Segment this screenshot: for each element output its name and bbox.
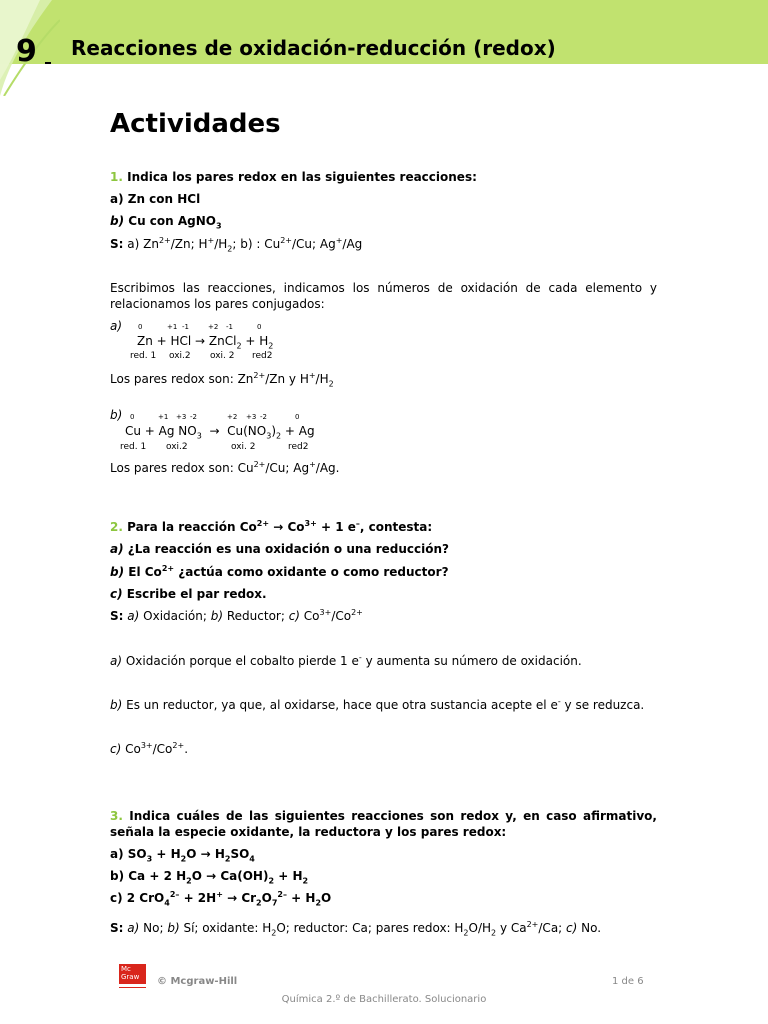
q1-reaction-b-pairs: Los pares redox son: $Cu^{2+}/Cu$; Ag+/Ag. bbox=[110, 460, 340, 475]
ox-number: 0 bbox=[130, 413, 135, 421]
q2-item-b: b) El $Co^{2+}$ ¿actúa como oxidante o como reductor? bbox=[110, 564, 449, 579]
pair-label: red. 1 bbox=[130, 351, 157, 361]
ox-number: 0 bbox=[138, 323, 143, 331]
q1-solution-label: S: bbox=[110, 237, 124, 251]
q1-prompt: Indica los pares redox en las siguientes reacciones: bbox=[127, 170, 477, 184]
pair-label: oxi. 2 bbox=[210, 351, 235, 361]
ox-number: -1 bbox=[182, 323, 189, 331]
logo-underline bbox=[119, 987, 146, 988]
ox-number: +2 bbox=[227, 413, 238, 421]
pair-label: red2 bbox=[288, 442, 309, 452]
q2-number: 2. bbox=[110, 520, 123, 534]
q2-solution bbox=[110, 608, 363, 624]
q1-item-a: a) Zn con HCl bbox=[110, 192, 201, 206]
q2-item-a: a) ¿La reacción es una oxidación o una reducción? bbox=[110, 542, 449, 556]
q3-solution bbox=[110, 920, 601, 936]
q3-item-c: c) 2 $CrO_4^{2-} + 2H^+ \to Cr_2O_7^{2-} + H_2O$ bbox=[110, 890, 332, 908]
q3-prompt-line bbox=[110, 808, 657, 840]
q1-solution bbox=[110, 236, 362, 252]
ox-number: +3 bbox=[176, 413, 187, 421]
q2-prompt-line bbox=[110, 519, 432, 535]
q3-item-b: b) Ca + 2 $H_2O \to Ca(OH)_2 + H_2$ bbox=[110, 869, 309, 886]
q1-reaction-a-label: a) bbox=[110, 319, 123, 333]
q3-number: 3. bbox=[110, 809, 123, 823]
ox-number: -1 bbox=[226, 323, 233, 331]
q2-prompt: Para la reacción $Co^{2+} \to Co^{3+} + 1$ e–, contesta: bbox=[127, 519, 433, 534]
ox-number: +1 bbox=[167, 323, 178, 331]
q1-reaction-b-label: b) bbox=[110, 408, 123, 422]
q3-item-a: a) $SO_3 + H_2O \to H_2SO_4$ bbox=[110, 847, 255, 864]
q1-item-b-label: b) bbox=[110, 214, 125, 228]
q1-reaction-a-pairs: Los pares redox son: $Zn^{2+}/Zn$ y $H^+/H_2$ bbox=[110, 371, 334, 389]
q1-solution-text: a) $Zn^{2+}/Zn$; $H^+/H_2$; b) : $Cu^{2+}/Cu$; Ag+/Ag bbox=[127, 236, 363, 254]
ox-number: 0 bbox=[257, 323, 262, 331]
page-title: Actividades bbox=[110, 109, 281, 139]
ox-number: +2 bbox=[208, 323, 219, 331]
q3-prompt: Indica cuáles de las siguientes reacciones son redox y, en caso afirmativo, señala la especie oxidante, la reductora y los pares redox: bbox=[110, 809, 657, 839]
ox-number: 0 bbox=[295, 413, 300, 421]
header-title: Reacciones de oxidación-reducción (redox) bbox=[71, 36, 556, 60]
q1-reaction-b-equation: Cu + Ag $NO_3 \to Cu(NO_3)_2 + Ag$ bbox=[125, 424, 315, 441]
q1-item-b-text: Cu con AgNO bbox=[128, 214, 216, 228]
ox-number: +1 bbox=[158, 413, 169, 421]
q1-item-b bbox=[110, 213, 222, 229]
footer-copyright: © Mcgraw-Hill bbox=[157, 976, 238, 987]
q1-prompt-line bbox=[110, 169, 477, 185]
q1-explanation: Escribimos las reacciones, indicamos los números de oxidación de cada elemento y relacionamos los pares conjugados: bbox=[110, 281, 657, 311]
q2-solution-label: S: bbox=[110, 609, 124, 623]
q2-answer-b: b) Es un reductor, ya que, al oxidarse, hace que otra sustancia acepte el e- y se reduzca. bbox=[110, 697, 645, 712]
q2-answer-c: c) $Co^{3+}/Co^{2+}$. bbox=[110, 741, 189, 756]
q2-item-c: c) Escribe el par redox. bbox=[110, 587, 267, 601]
footer-book-title: Química 2.º de Bachillerato. Solucionario bbox=[281, 994, 487, 1005]
q3-solution-text: a) No; b) Sí; oxidante: $H_2O$; reductor: Ca; pares redox: $H_2O/H_2$ y $Ca^{2+}/Ca$; c) No. bbox=[127, 920, 602, 938]
ox-number: +3 bbox=[246, 413, 257, 421]
pair-label: oxi.2 bbox=[166, 442, 188, 452]
ox-number: -2 bbox=[190, 413, 197, 421]
mcgraw-hill-logo: Mc Graw bbox=[119, 964, 146, 984]
pair-label: oxi.2 bbox=[169, 351, 191, 361]
q2-answer-a: a) Oxidación porque el cobalto pierde 1 e- y aumenta su número de oxidación. bbox=[110, 653, 582, 668]
q3-solution-label: S: bbox=[110, 921, 124, 935]
chapter-number: 9 bbox=[16, 34, 37, 69]
pair-label: red. 1 bbox=[120, 442, 147, 452]
ox-number: -2 bbox=[260, 413, 267, 421]
q1-number: 1. bbox=[110, 170, 123, 184]
q1-item-b-sub: 3 bbox=[216, 221, 222, 231]
chapter-dash bbox=[45, 62, 51, 64]
pair-label: oxi. 2 bbox=[231, 442, 256, 452]
pair-label: red2 bbox=[252, 351, 273, 361]
footer-page-number: 1 de 6 bbox=[612, 976, 644, 987]
q1-reaction-a-equation: Zn + HCl → ZnCl$_2$ + $H_2$ bbox=[137, 334, 274, 351]
q2-solution-text: a) Oxidación; b) Reductor; c) $Co^{3+}/Co^{2+}$ bbox=[127, 608, 363, 623]
